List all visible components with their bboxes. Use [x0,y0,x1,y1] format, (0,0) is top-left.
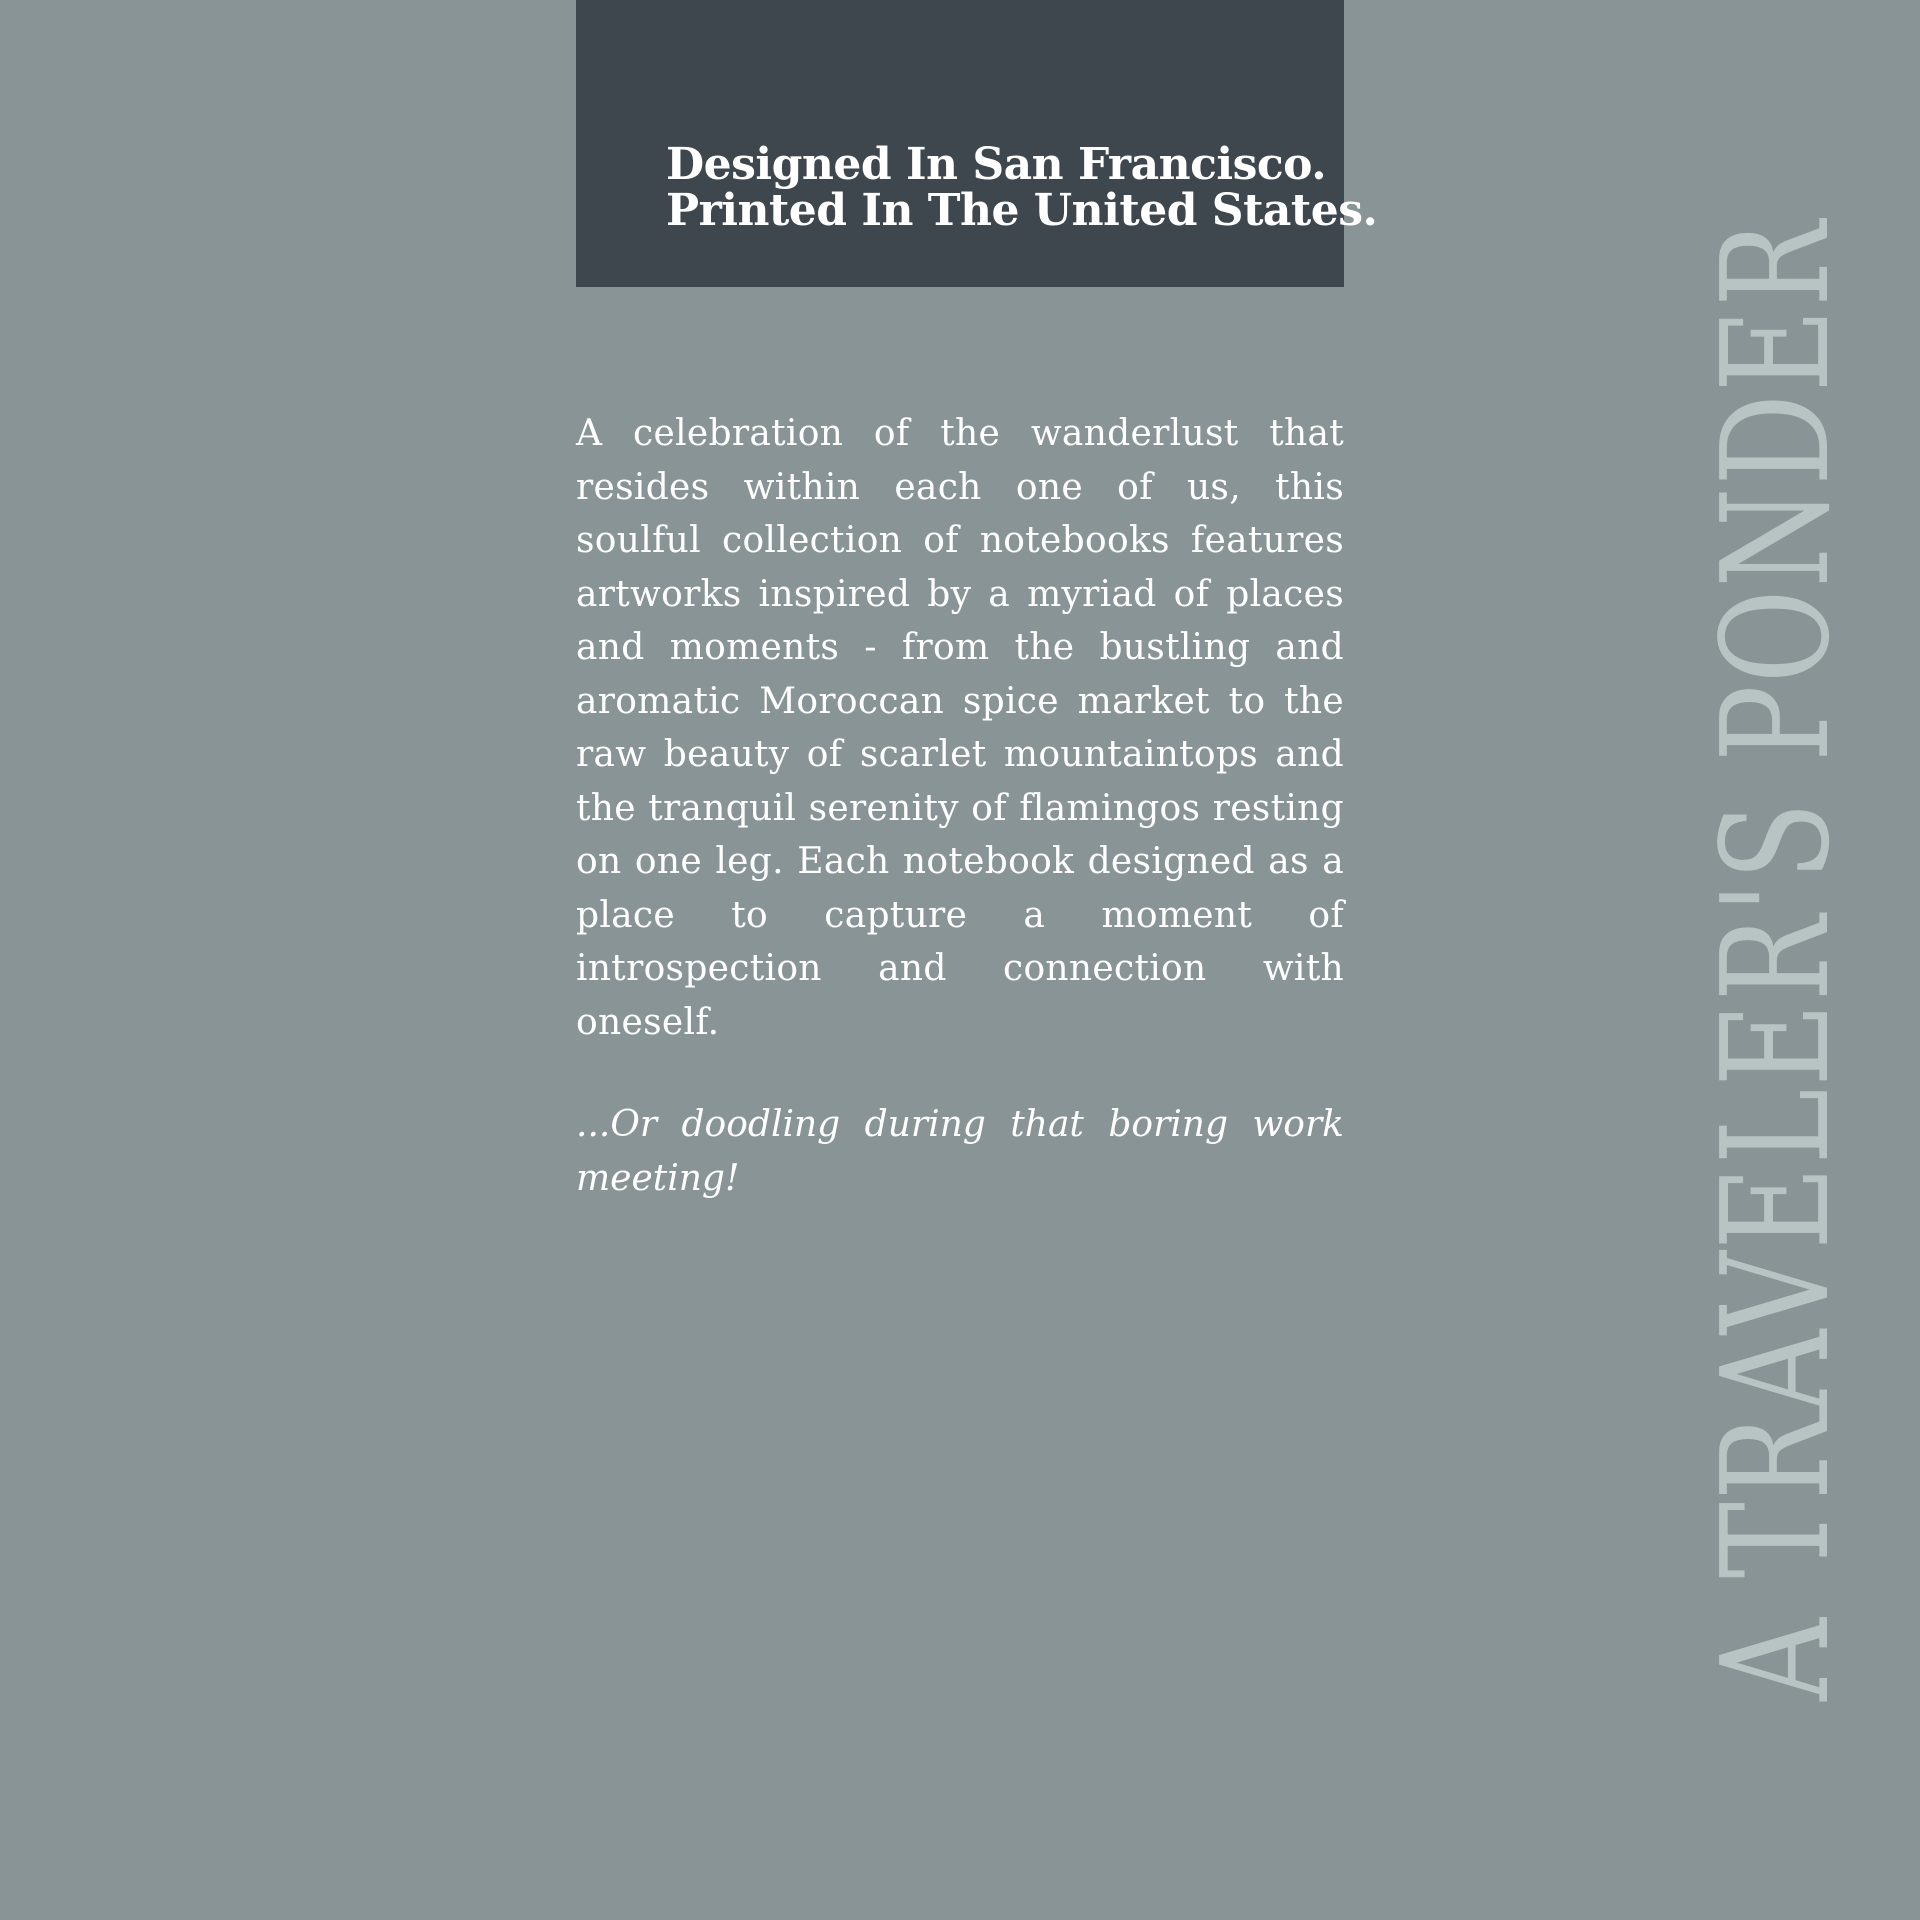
header-title [666,139,1378,236]
header-banner [576,0,1378,287]
header-line-1: Designed In San Francisco. [666,139,1327,190]
brand-vertical-title-text: A TRAVELER'S PONDER [1690,219,1862,1701]
header-line-2: Printed In The United States. [666,185,1378,236]
brand-vertical-title [1690,98,1862,1821]
description-paragraph: A celebration of the wanderlust that resides within each one of us, this soulful collection of notebooks features artworks inspired by a myriad of places and moments - from the bustling and aromatic Moroccan spice market to the raw beauty of scarlet mountaintops and the tranquil serenity of flamingos resting on one leg. Each notebook designed as a place to capture a moment of introspection and connection with oneself. [576,413,1344,1043]
tagline: ...Or doodling during that boring work meeting! [576,1104,1344,1199]
